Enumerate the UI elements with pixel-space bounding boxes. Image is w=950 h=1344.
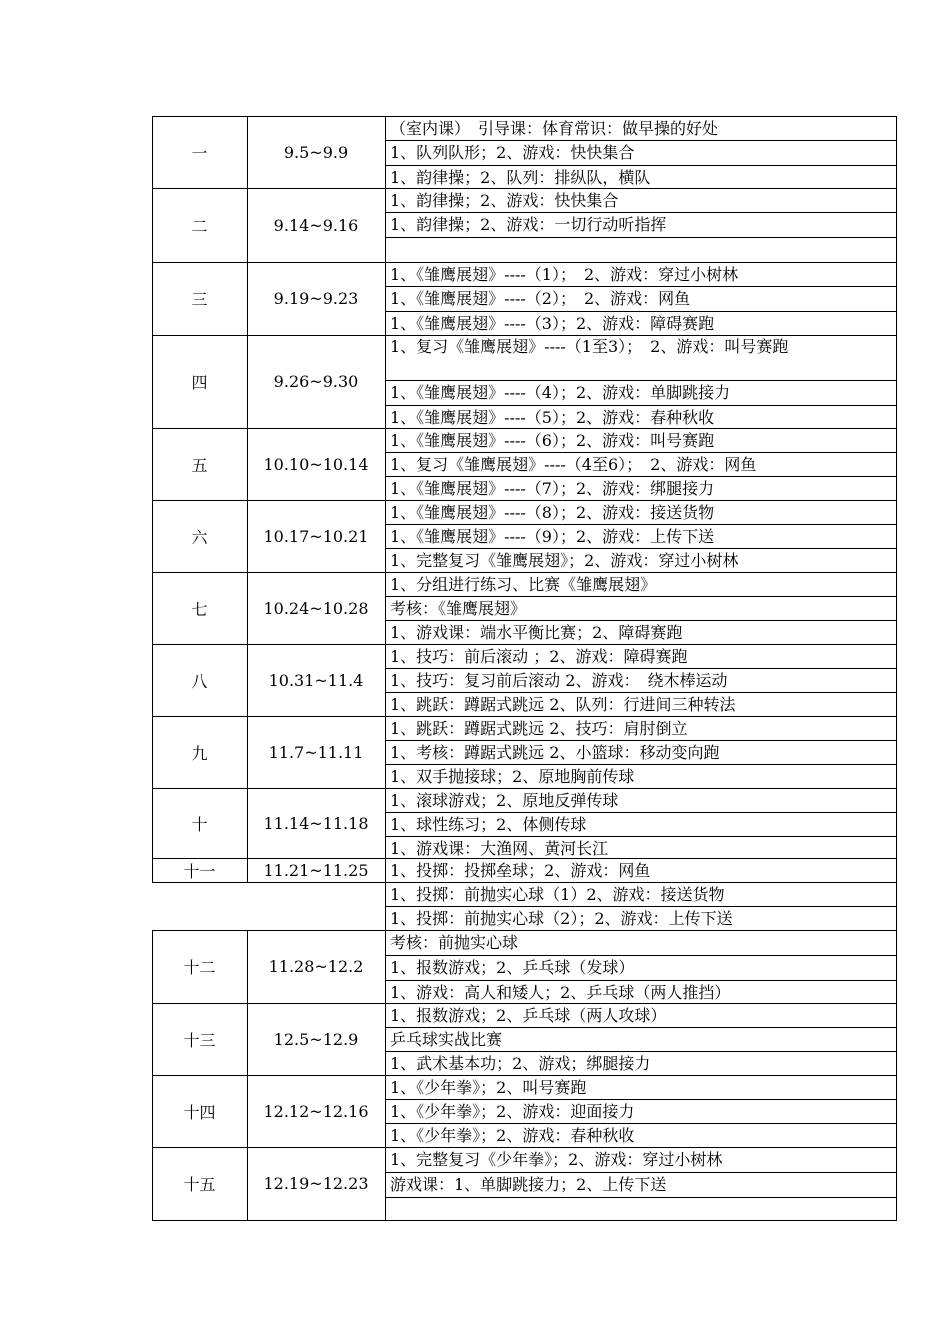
row-divider <box>385 644 897 645</box>
row-divider <box>385 1172 897 1173</box>
activity-cell: 1、完整复习《雏鹰展翅》；2、游戏：穿过小树林 <box>390 551 739 570</box>
activity-cell: 1、完整复习《少年拳》；2、游戏：穿过小树林 <box>390 1150 723 1169</box>
activity-cell: 1、技巧：前后滚动 ；2、游戏：障碍赛跑 <box>390 647 688 666</box>
date-range-cell: 11.21~11.25 <box>263 860 369 880</box>
activity-cell: 1、《少年拳》；2、叫号赛跑 <box>390 1078 587 1097</box>
week-number-cell: 二 <box>191 216 208 236</box>
activity-cell: 1、队列队形；2、游戏：快快集合 <box>390 143 635 162</box>
row-divider <box>152 882 386 883</box>
row-divider <box>385 1027 897 1028</box>
row-divider <box>385 500 897 501</box>
activity-cell: 1、《雏鹰展翅》----（5）；2、游戏：春种秋收 <box>390 408 715 427</box>
week-number-cell: 六 <box>191 527 208 547</box>
row-divider <box>385 165 897 166</box>
activity-cell: 1、投掷：投掷垒球；2、游戏：网鱼 <box>390 861 651 880</box>
date-range-cell: 9.26~9.30 <box>273 372 359 391</box>
date-range-cell: 11.14~11.18 <box>263 813 369 833</box>
row-divider <box>385 596 897 597</box>
activity-cell: 1、韵律操；2、队列：排纵队，横队 <box>390 168 651 187</box>
row-divider <box>385 930 897 931</box>
row-divider <box>385 428 897 429</box>
date-range-cell: 10.17~10.21 <box>263 526 369 546</box>
activity-cell: 1、分组进行练习、比赛《雏鹰展翅》 <box>390 575 657 594</box>
activity-cell: 1、游戏课：端水平衡比赛；2、障碍赛跑 <box>390 623 683 642</box>
row-divider <box>385 716 897 717</box>
week-number-cell: 三 <box>191 290 208 309</box>
week-number-cell: 十一 <box>183 861 216 881</box>
activity-cell: 1、《雏鹰展翅》----（2）； 2、游戏：网鱼 <box>390 289 691 308</box>
row-divider <box>385 668 897 669</box>
row-divider <box>385 980 897 981</box>
row-divider <box>385 692 897 693</box>
row-divider <box>385 548 897 549</box>
row-divider <box>385 812 897 813</box>
date-range-cell: 12.19~12.23 <box>263 1174 369 1193</box>
activity-cell: 1、游戏：高人和矮人；2、乒乓球（两人推挡） <box>390 983 731 1002</box>
row-divider <box>385 1147 897 1148</box>
week-number-cell: 十二 <box>183 958 216 977</box>
week-number-cell: 四 <box>191 373 208 392</box>
row-divider <box>385 524 897 525</box>
date-range-cell: 12.5~12.9 <box>273 1029 359 1049</box>
week-number-cell: 十 <box>191 814 208 834</box>
week-number-cell: 五 <box>191 455 208 475</box>
activity-cell: 1、《雏鹰展翅》----（1）； 2、游戏：穿过小树林 <box>390 265 739 284</box>
activity-cell <box>390 239 890 262</box>
row-divider <box>385 836 897 837</box>
row-divider <box>385 906 897 907</box>
activity-cell: 1、韵律操；2、游戏：快快集合 <box>390 191 619 210</box>
row-divider <box>385 188 897 189</box>
row-divider <box>385 1099 897 1100</box>
row-divider <box>385 140 897 141</box>
row-divider <box>385 740 897 741</box>
row-divider <box>152 930 386 931</box>
activity-cell: 1、跳跃：蹲踞式跳远 2、队列：行进间三种转法 <box>390 695 736 714</box>
row-divider <box>385 955 897 956</box>
activity-cell: 1、报数游戏；2、乒乓球（发球） <box>390 958 635 977</box>
activity-cell: 考核：《雏鹰展翅》 <box>390 599 527 618</box>
activity-cell: 1、《雏鹰展翅》----（8）；2、游戏：接送货物 <box>390 503 715 522</box>
activity-cell: 1、韵律操；2、游戏：一切行动听指挥 <box>390 215 667 234</box>
activity-cell: 1、投掷：前抛实心球（2）；2、游戏：上传下送 <box>390 909 733 928</box>
date-range-cell: 11.7~11.11 <box>268 742 364 762</box>
activity-cell: 1、《雏鹰展翅》----（4）；2、游戏：单脚跳接力 <box>390 383 731 402</box>
activity-cell: 1、技巧：复习前后滚动 2、游戏： 绕木棒运动 <box>390 671 728 690</box>
week-number-cell: 十四 <box>183 1102 216 1122</box>
row-divider <box>385 405 897 406</box>
activity-cell: 1、复习《雏鹰展翅》----（1至3）； 2、游戏：叫号赛跑 <box>390 337 789 356</box>
activity-cell: 1、《雏鹰展翅》----（6）；2、游戏：叫号赛跑 <box>390 431 715 450</box>
activity-cell: 1、滚球游戏；2、原地反弹传球 <box>390 791 619 810</box>
date-range-cell: 9.5~9.9 <box>283 142 349 162</box>
date-range-cell: 10.24~10.28 <box>263 598 369 618</box>
activity-cell: 1、《少年拳》；2、游戏：春种秋收 <box>390 1126 635 1145</box>
row-divider <box>385 1123 897 1124</box>
activity-cell: （室内课） 引导课：体育常识：做早操的好处 <box>390 119 719 138</box>
activity-cell: 1、《少年拳》；2、游戏：迎面接力 <box>390 1102 635 1121</box>
row-divider <box>385 1197 897 1198</box>
week-number-cell: 一 <box>191 143 208 163</box>
activity-cell: 1、《雏鹰展翅》----（9）；2、游戏：上传下送 <box>390 527 715 546</box>
row-divider <box>385 262 897 263</box>
activity-cell: 考核：前抛实心球 <box>390 933 519 952</box>
activity-cell: 1、投掷：前抛实心球（1）2、游戏：接送货物 <box>390 885 725 904</box>
date-range-cell: 9.19~9.23 <box>273 289 359 308</box>
week-number-cell: 八 <box>191 671 208 691</box>
row-divider <box>385 858 897 859</box>
row-divider <box>385 882 897 883</box>
date-range-cell: 10.31~11.4 <box>268 670 364 690</box>
activity-cell: 乒乓球实战比赛 <box>390 1030 503 1049</box>
activity-cell: 游戏课：1、单脚跳接力；2、上传下送 <box>390 1175 667 1194</box>
week-number-cell: 十三 <box>183 1030 216 1050</box>
row-divider <box>385 764 897 765</box>
week-number-cell: 十五 <box>183 1175 216 1194</box>
activity-cell: 1、《雏鹰展翅》----（3）；2、游戏：障碍赛跑 <box>390 314 715 333</box>
row-divider <box>385 1003 897 1004</box>
row-divider <box>385 1051 897 1052</box>
date-range-cell: 12.12~12.16 <box>263 1101 369 1121</box>
activity-cell: 1、游戏课：大渔网、黄河长江 <box>390 839 609 858</box>
row-divider <box>385 1075 897 1076</box>
row-divider <box>385 452 897 453</box>
date-range-cell: 10.10~10.14 <box>263 454 369 474</box>
row-divider <box>385 286 897 287</box>
date-range-cell: 9.14~9.16 <box>273 215 359 235</box>
row-divider <box>385 572 897 573</box>
activity-cell <box>390 1199 890 1220</box>
row-divider <box>385 311 897 312</box>
row-divider <box>385 620 897 621</box>
activity-cell: 1、跳跃：蹲踞式跳远 2、技巧：肩肘倒立 <box>390 719 688 738</box>
row-divider <box>385 237 897 238</box>
week-number-cell: 九 <box>191 743 208 763</box>
activity-cell: 1、报数游戏；2、乒乓球（两人攻球） <box>390 1006 667 1025</box>
row-divider <box>152 1220 386 1221</box>
week-number-cell: 七 <box>191 599 208 619</box>
row-divider <box>385 212 897 213</box>
row-divider <box>385 476 897 477</box>
date-range-cell: 11.28~12.2 <box>268 957 364 976</box>
row-divider <box>385 1220 897 1221</box>
activity-cell: 1、球性练习；2、体侧传球 <box>390 815 587 834</box>
row-divider <box>385 380 897 381</box>
activity-cell: 1、复习《雏鹰展翅》----（4至6）； 2、游戏：网鱼 <box>390 455 757 474</box>
activity-cell: 1、《雏鹰展翅》----（7）；2、游戏：绑腿接力 <box>390 479 715 498</box>
row-divider <box>385 788 897 789</box>
row-divider <box>385 335 897 336</box>
activity-cell: 1、双手抛接球；2、原地胸前传球 <box>390 767 635 786</box>
activity-cell: 1、武术基本功；2、游戏；绑腿接力 <box>390 1054 651 1073</box>
activity-cell: 1、考核：蹲踞式跳远 2、小篮球：移动变向跑 <box>390 743 720 762</box>
